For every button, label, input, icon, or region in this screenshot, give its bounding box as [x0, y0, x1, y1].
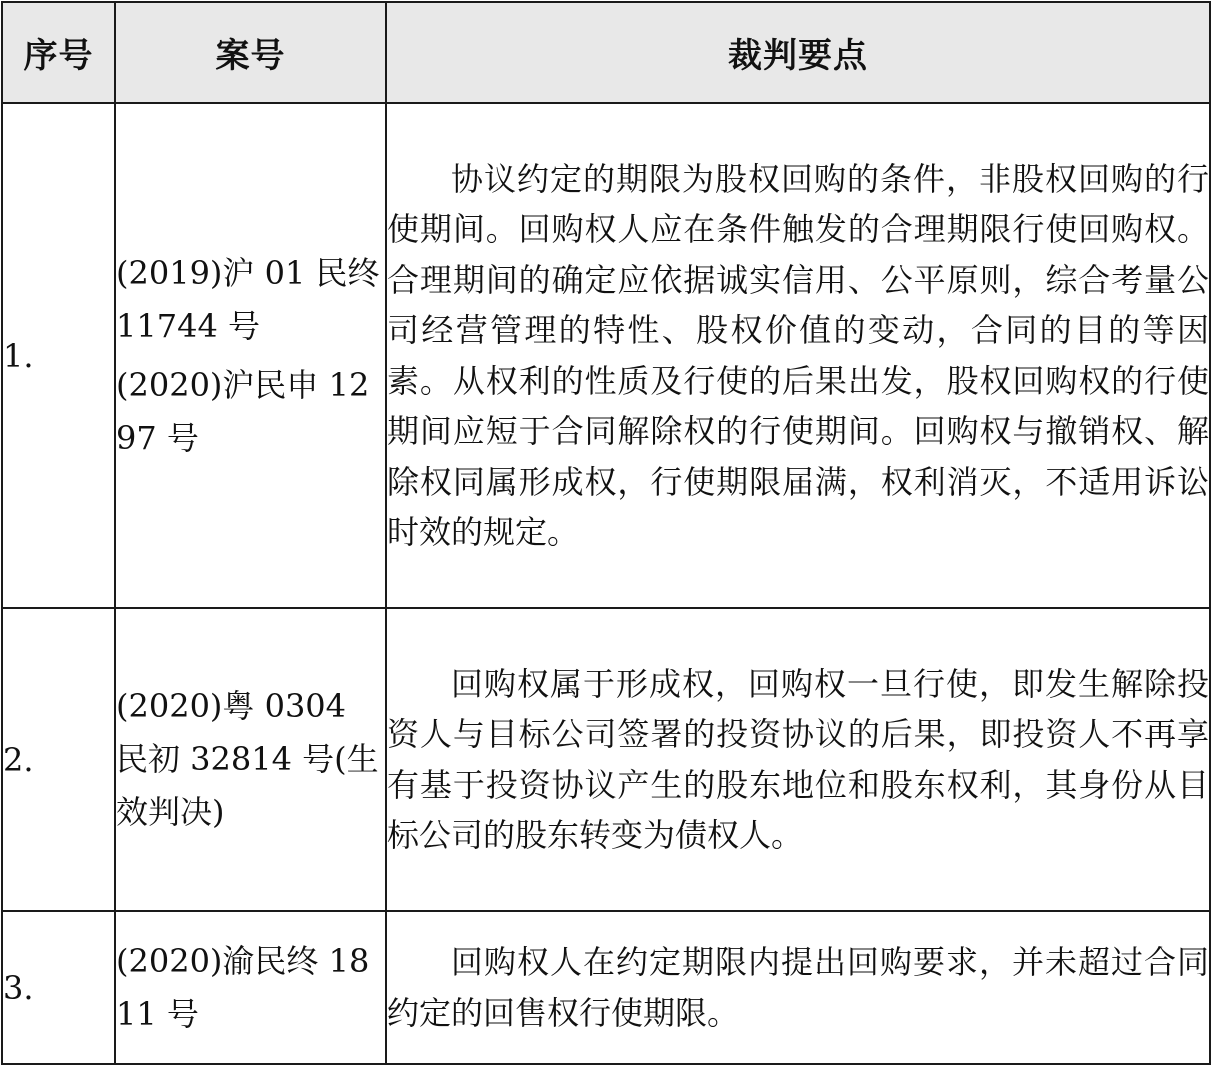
case-holdings-table: [1, 1, 1211, 1065]
holding-cell: [386, 911, 1210, 1064]
case-no-cell: [115, 103, 386, 608]
case-no-cell: [115, 608, 386, 911]
case-number: (2020)粤 0304 民初 32814 号(生效判决): [116, 687, 379, 831]
table-row: [2, 608, 1210, 911]
header-holding: 裁判要点: [386, 2, 1210, 103]
case-no-cell: [115, 911, 386, 1064]
case-number: (2020)沪民申 1297 号: [116, 365, 370, 457]
seq-cell: 3.: [2, 911, 115, 1064]
header-case-no: 案号: [115, 2, 386, 103]
holding-text: 回购权人在约定期限内提出回购要求，并未超过合同约定的回售权行使期限。: [387, 943, 1209, 1032]
header-seq: 序号: [2, 2, 115, 103]
case-number: (2019)沪 01 民终 11744 号: [116, 253, 380, 345]
header-row: [2, 2, 1210, 103]
holding-text: 回购权属于形成权，回购权一旦行使，即发生解除投资人与目标公司签署的投资协议的后果，即投资人不再享有基于投资协议产生的股东地位和股东权利，其身份从目标公司的股东转变为债权人。: [387, 664, 1209, 854]
holding-text: 协议约定的期限为股权回购的条件，非股权回购的行使期间。回购权人应在条件触发的合理期限行使回购权。合理期间的确定应依据诚实信用、公平原则，综合考量公司经营管理的特性、股权价值的变动，合同的目的等因素。从权利的性质及行使的后果出发，股权回购权的行使期间应短于合同解除权的行使期间。回购权与撤销权、解除权同属形成权，行使期限届满，权利消灭，不适用诉讼时效的规定。: [387, 159, 1209, 551]
seq-cell: 1.: [2, 103, 115, 608]
table-row: [2, 103, 1210, 608]
holding-cell: [386, 103, 1210, 608]
case-number: (2020)渝民终 1811 号: [116, 941, 370, 1033]
seq-cell: 2.: [2, 608, 115, 911]
table-row: [2, 911, 1210, 1064]
holding-cell: [386, 608, 1210, 911]
